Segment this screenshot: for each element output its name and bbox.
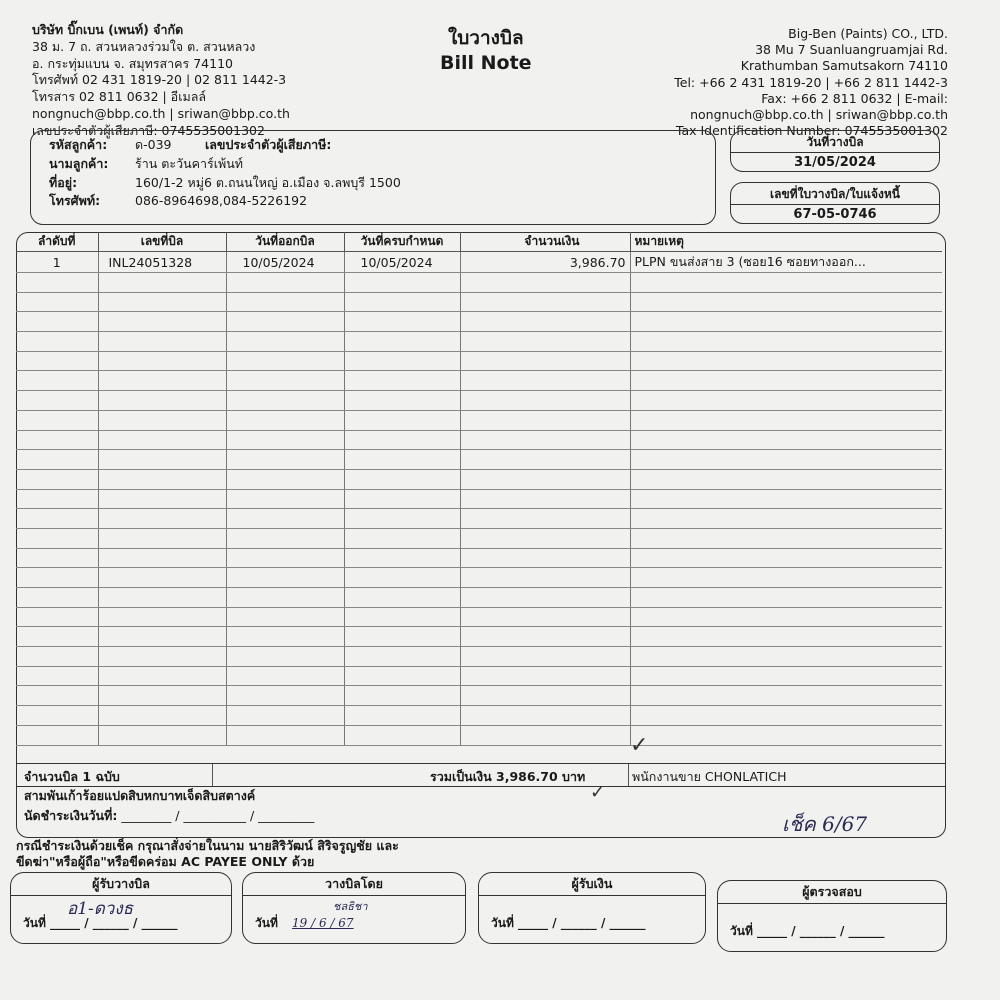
signature-date bbox=[255, 914, 354, 933]
empty-cell bbox=[226, 647, 344, 667]
empty-cell bbox=[98, 706, 226, 726]
payment-date-row bbox=[24, 806, 314, 826]
empty-cell bbox=[16, 627, 98, 647]
signature-date: วันที่ _____ / ______ / ______ bbox=[23, 916, 178, 930]
empty-cell bbox=[98, 410, 226, 430]
empty-cell bbox=[98, 371, 226, 391]
bill-date-label: วันที่วางบิล bbox=[806, 135, 864, 149]
empty-cell bbox=[460, 686, 630, 706]
empty-cell bbox=[344, 528, 460, 548]
empty-cell bbox=[98, 332, 226, 352]
empty-cell bbox=[460, 568, 630, 588]
table-row-empty bbox=[16, 489, 942, 509]
empty-cell bbox=[344, 489, 460, 509]
empty-cell bbox=[226, 430, 344, 450]
empty-cell bbox=[98, 391, 226, 411]
empty-cell bbox=[460, 273, 630, 293]
empty-cell bbox=[344, 725, 460, 745]
empty-cell bbox=[630, 410, 942, 430]
empty-cell bbox=[630, 588, 942, 608]
empty-cell bbox=[98, 489, 226, 509]
empty-cell bbox=[344, 371, 460, 391]
empty-cell bbox=[98, 469, 226, 489]
table-row-empty bbox=[16, 292, 942, 312]
col-header-due-date: วันที่ครบกำหนด bbox=[344, 232, 460, 252]
payment-date-label: นัดชำระเงินวันที่: bbox=[24, 808, 118, 823]
company-english-line: Krathumban Samutsakorn 74110 bbox=[740, 58, 948, 74]
empty-cell bbox=[630, 548, 942, 568]
signature-date: วันที่ _____ / ______ / ______ bbox=[730, 924, 885, 938]
empty-cell bbox=[460, 430, 630, 450]
check-mark-icon: ✓ bbox=[590, 782, 606, 803]
signature-handwriting: อ1-ดวงธ bbox=[67, 899, 134, 919]
company-info-english bbox=[674, 26, 948, 139]
empty-cell bbox=[226, 292, 344, 312]
empty-cell bbox=[16, 292, 98, 312]
table-row-empty bbox=[16, 627, 942, 647]
table-header-row bbox=[16, 232, 942, 252]
col-header-seq: ลำดับที่ bbox=[16, 232, 98, 252]
empty-cell bbox=[630, 450, 942, 470]
customer-phone-row bbox=[49, 191, 307, 210]
customer-address-label: ที่อยู่: bbox=[49, 175, 78, 190]
signature-handwriting: ชลธิชา bbox=[333, 900, 368, 913]
table-row-empty bbox=[16, 410, 942, 430]
empty-cell bbox=[344, 607, 460, 627]
empty-cell bbox=[98, 725, 226, 745]
summary-row bbox=[16, 763, 946, 787]
empty-cell bbox=[460, 725, 630, 745]
empty-cell bbox=[226, 588, 344, 608]
empty-cell bbox=[16, 548, 98, 568]
empty-cell bbox=[344, 292, 460, 312]
empty-cell bbox=[16, 469, 98, 489]
table-row-empty bbox=[16, 273, 942, 293]
empty-cell bbox=[630, 568, 942, 588]
empty-cell bbox=[460, 489, 630, 509]
signature-box-biller bbox=[242, 872, 466, 944]
table-row-empty bbox=[16, 509, 942, 529]
empty-cell bbox=[98, 588, 226, 608]
empty-cell bbox=[344, 686, 460, 706]
empty-cell bbox=[98, 666, 226, 686]
signature-title: ผู้รับวางบิล bbox=[11, 873, 231, 896]
table-row-empty bbox=[16, 686, 942, 706]
empty-cell bbox=[98, 686, 226, 706]
empty-cell bbox=[226, 607, 344, 627]
empty-cell bbox=[630, 686, 942, 706]
empty-cell bbox=[344, 430, 460, 450]
bill-count: จำนวนบิล 1 ฉบับ bbox=[24, 769, 120, 784]
empty-cell bbox=[98, 292, 226, 312]
col-header-amount: จำนวนเงิน bbox=[460, 232, 630, 252]
empty-cell bbox=[16, 371, 98, 391]
handwritten-note: เช็ค 6/67 bbox=[782, 812, 868, 836]
empty-cell bbox=[226, 686, 344, 706]
table-row-empty bbox=[16, 351, 942, 371]
empty-cell bbox=[344, 450, 460, 470]
empty-cell bbox=[16, 528, 98, 548]
cell-issue-date: 10/05/2024 bbox=[226, 252, 344, 273]
payment-date-blank: ________ / __________ / _________ bbox=[121, 808, 315, 823]
empty-cell bbox=[630, 371, 942, 391]
empty-cell bbox=[460, 312, 630, 332]
empty-cell bbox=[460, 607, 630, 627]
table-row-empty bbox=[16, 647, 942, 667]
tax-id-label: เลขประจำตัวผู้เสียภาษี: bbox=[205, 137, 332, 152]
empty-cell bbox=[98, 312, 226, 332]
col-header-remark: หมายเหตุ bbox=[630, 232, 942, 252]
empty-cell bbox=[98, 450, 226, 470]
salesperson: พนักงานขาย CHONLATICH bbox=[632, 769, 787, 784]
empty-cell bbox=[344, 627, 460, 647]
empty-cell bbox=[630, 666, 942, 686]
empty-cell bbox=[16, 607, 98, 627]
title-english: Bill Note bbox=[440, 52, 532, 74]
empty-cell bbox=[630, 312, 942, 332]
empty-cell bbox=[226, 568, 344, 588]
empty-cell bbox=[226, 548, 344, 568]
empty-cell bbox=[16, 568, 98, 588]
empty-cell bbox=[630, 430, 942, 450]
customer-name-row bbox=[49, 154, 243, 173]
empty-cell bbox=[344, 391, 460, 411]
empty-cell bbox=[460, 706, 630, 726]
empty-cell bbox=[460, 548, 630, 568]
empty-cell bbox=[98, 548, 226, 568]
document-title bbox=[440, 26, 532, 76]
empty-cell bbox=[226, 666, 344, 686]
empty-cell bbox=[344, 351, 460, 371]
empty-cell bbox=[16, 588, 98, 608]
empty-cell bbox=[226, 469, 344, 489]
empty-cell bbox=[344, 568, 460, 588]
empty-cell bbox=[16, 273, 98, 293]
customer-address: 160/1-2 หมู่6 ต.ถนนใหญ่ อ.เมือง จ.ลพบุรี 1500 bbox=[135, 175, 401, 190]
empty-cell bbox=[344, 332, 460, 352]
cell-bill-no: INL24051328 bbox=[98, 252, 226, 273]
empty-cell bbox=[344, 706, 460, 726]
signature-date: วันที่ _____ / ______ / ______ bbox=[491, 916, 646, 930]
empty-cell bbox=[630, 292, 942, 312]
table-row-empty bbox=[16, 312, 942, 332]
company-english-line: Big-Ben (Paints) CO., LTD. bbox=[788, 26, 948, 41]
empty-cell bbox=[16, 430, 98, 450]
total-amount: รวมเป็นเงิน 3,986.70 บาท bbox=[430, 769, 586, 784]
table-row-empty bbox=[16, 450, 942, 470]
empty-cell bbox=[344, 469, 460, 489]
empty-cell bbox=[630, 469, 942, 489]
table-row-empty bbox=[16, 528, 942, 548]
empty-cell bbox=[630, 607, 942, 627]
empty-cell bbox=[344, 509, 460, 529]
table-row-empty bbox=[16, 332, 942, 352]
company-thai-line: nongnuch@bbp.co.th | sriwan@bbp.co.th bbox=[32, 105, 290, 121]
empty-cell bbox=[226, 509, 344, 529]
empty-cell bbox=[460, 528, 630, 548]
cell-due-date: 10/05/2024 bbox=[344, 252, 460, 273]
empty-cell bbox=[630, 391, 942, 411]
table-row-empty bbox=[16, 568, 942, 588]
empty-cell bbox=[460, 351, 630, 371]
empty-cell bbox=[226, 273, 344, 293]
bill-date-value: 31/05/2024 bbox=[731, 152, 939, 170]
empty-cell bbox=[98, 627, 226, 647]
empty-cell bbox=[460, 292, 630, 312]
empty-cell bbox=[98, 509, 226, 529]
empty-cell bbox=[226, 332, 344, 352]
empty-cell bbox=[98, 607, 226, 627]
signature-title: วางบิลโดย bbox=[243, 873, 465, 896]
empty-cell bbox=[226, 391, 344, 411]
empty-cell bbox=[226, 410, 344, 430]
empty-cell bbox=[226, 450, 344, 470]
customer-name: ร้าน ตะวันคาร์เพ้นท์ bbox=[135, 156, 244, 171]
table-row-empty bbox=[16, 469, 942, 489]
signature-box-payee bbox=[478, 872, 706, 944]
bill-number-box bbox=[730, 182, 940, 224]
title-thai: ใบวางบิล bbox=[447, 27, 524, 49]
customer-code-label: รหัสลูกค้า: bbox=[49, 137, 108, 152]
cell-amount: 3,986.70 bbox=[460, 252, 630, 273]
empty-cell bbox=[630, 332, 942, 352]
empty-cell bbox=[460, 371, 630, 391]
company-info-thai bbox=[32, 22, 290, 140]
customer-phone: 086-8964698,084-5226192 bbox=[135, 193, 308, 208]
empty-cell bbox=[226, 627, 344, 647]
empty-cell bbox=[630, 647, 942, 667]
company-english-line: Tel: +66 2 431 1819-20 | +66 2 811 1442-3 bbox=[674, 74, 948, 90]
empty-cell bbox=[98, 351, 226, 371]
empty-cell bbox=[16, 410, 98, 430]
empty-cell bbox=[226, 725, 344, 745]
empty-cell bbox=[630, 273, 942, 293]
customer-code-row bbox=[49, 135, 331, 154]
company-thai-line: โทรสาร 02 811 0632 | อีเมลล์ bbox=[32, 89, 207, 105]
empty-cell bbox=[460, 588, 630, 608]
empty-cell bbox=[344, 312, 460, 332]
customer-phone-label: โทรศัพท์: bbox=[49, 193, 101, 208]
empty-cell bbox=[16, 706, 98, 726]
col-header-issue-date: วันที่ออกบิล bbox=[226, 232, 344, 252]
cheque-instructions bbox=[16, 838, 399, 870]
empty-cell bbox=[98, 568, 226, 588]
empty-cell bbox=[16, 332, 98, 352]
empty-cell bbox=[98, 430, 226, 450]
cheque-line: กรณีชำระเงินด้วยเช็ค กรุณาสั่งจ่ายในนาม นายสิริวัฒน์ สิริจรูญชัย และ bbox=[16, 838, 399, 853]
bill-number-value: 67-05-0746 bbox=[731, 204, 939, 222]
customer-address-row bbox=[49, 173, 401, 192]
signature-date-handwritten: 19 / 6 / 67 bbox=[292, 916, 354, 930]
empty-cell bbox=[460, 509, 630, 529]
table-row-empty bbox=[16, 607, 942, 627]
empty-cell bbox=[98, 528, 226, 548]
bill-date-box bbox=[730, 130, 940, 172]
empty-cell bbox=[16, 666, 98, 686]
empty-cell bbox=[226, 489, 344, 509]
empty-cell bbox=[344, 588, 460, 608]
cheque-line: ขีดฆ่า"หรือผู้ถือ"หรือขีดคร่อม AC PAYEE ONLY ด้วย bbox=[16, 854, 315, 869]
empty-cell bbox=[460, 647, 630, 667]
check-mark-icon: ✓ bbox=[630, 733, 649, 758]
signature-title: ผู้ตรวจสอบ bbox=[718, 881, 946, 904]
empty-cell bbox=[344, 410, 460, 430]
empty-cell bbox=[16, 489, 98, 509]
customer-name-label: นามลูกค้า: bbox=[49, 156, 109, 171]
empty-cell bbox=[630, 351, 942, 371]
empty-cell bbox=[16, 647, 98, 667]
empty-cell bbox=[16, 725, 98, 745]
table-row-empty bbox=[16, 548, 942, 568]
empty-cell bbox=[16, 450, 98, 470]
bill-number-label: เลขที่ใบวางบิล/ใบแจ้งหนี้ bbox=[770, 187, 900, 201]
company-english-line: 38 Mu 7 Suanluangruamjai Rd. bbox=[755, 42, 948, 58]
empty-cell bbox=[98, 273, 226, 293]
company-name-thai: บริษัท บิ๊กเบน (เพนท์) จำกัด bbox=[32, 22, 184, 37]
company-thai-line: เลขประจำตัวผู้เสียภาษี: 0745535001302 bbox=[32, 122, 265, 138]
table-row-empty bbox=[16, 725, 942, 745]
company-english-line: nongnuch@bbp.co.th | sriwan@bbp.co.th bbox=[690, 107, 948, 123]
signature-box-receiver bbox=[10, 872, 232, 944]
empty-cell bbox=[630, 706, 942, 726]
empty-cell bbox=[226, 706, 344, 726]
empty-cell bbox=[16, 509, 98, 529]
col-header-bill-no: เลขที่บิล bbox=[98, 232, 226, 252]
empty-cell bbox=[460, 410, 630, 430]
empty-cell bbox=[344, 666, 460, 686]
customer-info-box bbox=[30, 130, 716, 225]
empty-cell bbox=[226, 351, 344, 371]
empty-cell bbox=[630, 489, 942, 509]
empty-cell bbox=[226, 528, 344, 548]
cell-remark: PLPN ขนส่งสาย 3 (ซอย16 ซอยทางออก... bbox=[630, 252, 942, 273]
empty-cell bbox=[460, 332, 630, 352]
table-row-empty bbox=[16, 430, 942, 450]
empty-cell bbox=[460, 627, 630, 647]
cell-seq: 1 bbox=[16, 252, 98, 273]
customer-code: ด-039 bbox=[135, 137, 172, 152]
empty-cell bbox=[630, 528, 942, 548]
company-english-line: Fax: +66 2 811 0632 | E-mail: bbox=[761, 90, 948, 106]
signature-title: ผู้รับเงิน bbox=[479, 873, 705, 896]
company-thai-line: 38 ม. 7 ถ. สวนหลวงร่วมใจ ต. สวนหลวง bbox=[32, 38, 256, 54]
table-row-empty bbox=[16, 706, 942, 726]
table-row-empty bbox=[16, 666, 942, 686]
empty-cell bbox=[344, 647, 460, 667]
table-row-empty bbox=[16, 588, 942, 608]
items-table bbox=[16, 232, 942, 746]
empty-cell bbox=[344, 273, 460, 293]
amount-in-words: สามพันเก้าร้อยแปดสิบหกบาทเจ็ดสิบสตางค์ bbox=[24, 788, 256, 803]
empty-cell bbox=[226, 371, 344, 391]
empty-cell bbox=[16, 686, 98, 706]
table-row-empty bbox=[16, 391, 942, 411]
company-thai-line: โทรศัพท์ 02 431 1819-20 | 02 811 1442-3 bbox=[32, 72, 287, 88]
empty-cell bbox=[98, 647, 226, 667]
empty-cell bbox=[460, 666, 630, 686]
signature-box-inspector bbox=[717, 880, 947, 952]
empty-cell bbox=[226, 312, 344, 332]
company-thai-line: อ. กระทุ่มแบน จ. สมุทรสาคร 74110 bbox=[32, 55, 233, 71]
signature-date-label: วันที่ bbox=[255, 916, 278, 930]
empty-cell bbox=[630, 725, 942, 745]
table-row bbox=[16, 252, 942, 273]
empty-cell bbox=[460, 450, 630, 470]
empty-cell bbox=[16, 312, 98, 332]
empty-cell bbox=[630, 509, 942, 529]
empty-cell bbox=[344, 548, 460, 568]
empty-cell bbox=[16, 391, 98, 411]
empty-cell bbox=[16, 351, 98, 371]
company-english-line: Tax Identification Number: 0745535001302 bbox=[675, 123, 948, 139]
table-row-empty bbox=[16, 371, 942, 391]
empty-cell bbox=[460, 469, 630, 489]
empty-cell bbox=[460, 391, 630, 411]
empty-cell bbox=[630, 627, 942, 647]
